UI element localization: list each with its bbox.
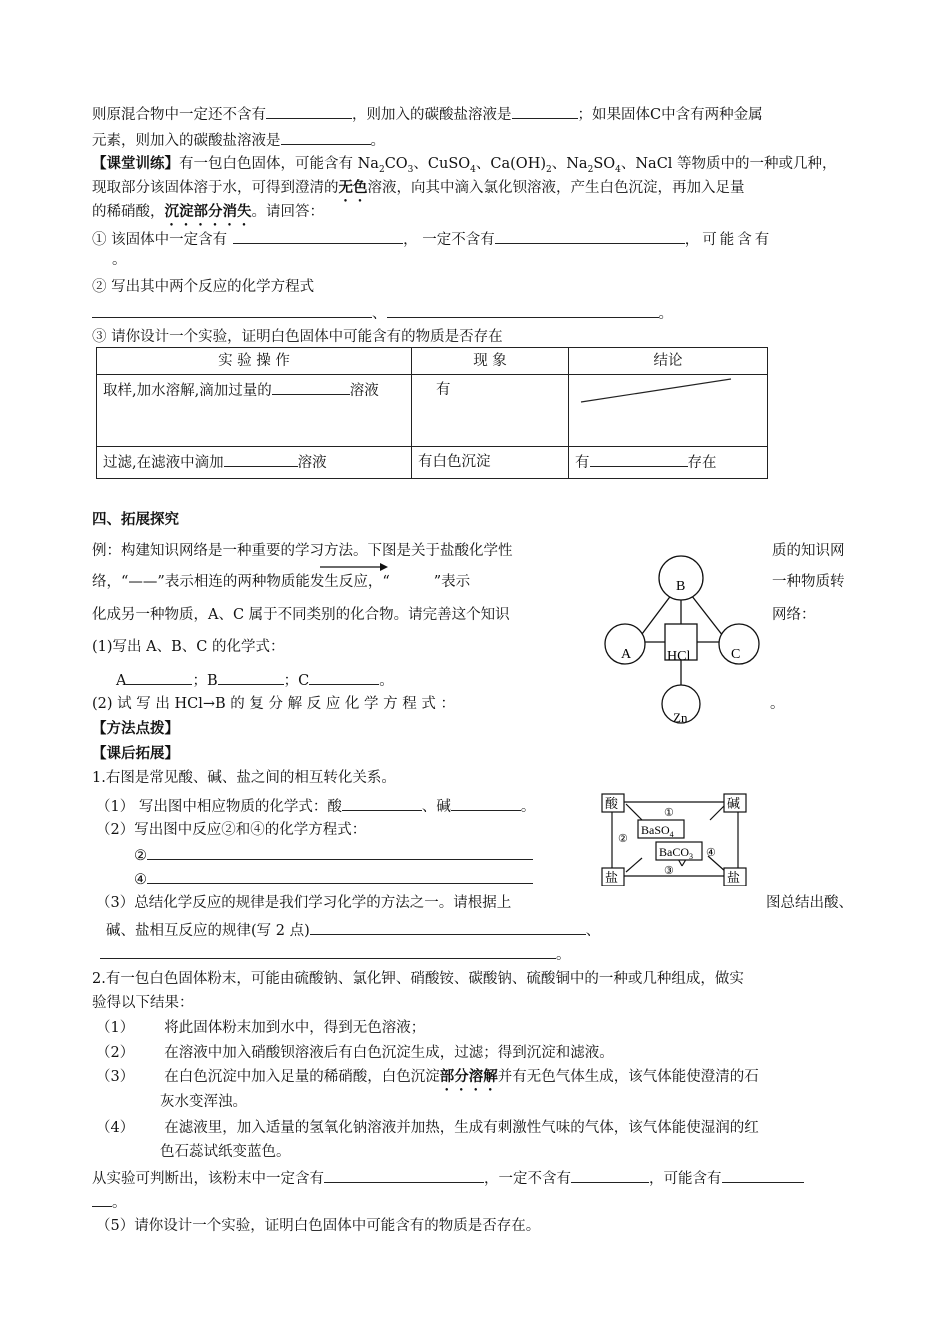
- table-row: [97, 375, 768, 447]
- text: 将此固体粉末加到水中，得到无色溶液；: [164, 1020, 426, 1036]
- section-4-line-2-right: 一种物质转: [772, 574, 845, 590]
- intro-text: 元素，则加入的碳酸盐溶液是: [92, 133, 281, 149]
- answer-blank[interactable]: [310, 919, 586, 935]
- after-p1-q1: [96, 795, 535, 817]
- step-number: （3）: [96, 1069, 135, 1085]
- question-5: （5）请你设计一个实验，证明白色固体中可能含有的物质是否存在。: [96, 1218, 541, 1234]
- answer-blank[interactable]: [266, 103, 352, 119]
- text: 、NaCl 等物质中的一种或几种，: [620, 156, 837, 172]
- svg-text:BaCO3: [659, 845, 693, 861]
- answer-blank[interactable]: [495, 228, 685, 244]
- step-number: （2）: [96, 1045, 135, 1061]
- table-cell: [97, 375, 412, 447]
- text: ① 该固体中一定含有: [92, 232, 228, 248]
- cell-text: 有: [575, 455, 590, 471]
- intro-line-2: [92, 129, 385, 151]
- text: 。: [112, 252, 127, 268]
- answer-blank[interactable]: [571, 1167, 649, 1183]
- text: ，可能含有: [684, 232, 773, 248]
- answer-blank[interactable]: [512, 103, 578, 119]
- header-cell: 实 验 操 作: [97, 348, 412, 375]
- after-p1-q2: （2）写出图中反应②和④的化学方程式：: [96, 822, 367, 838]
- after-p1: 1.右图是常见酸、碱、盐之间的相互转化关系。: [92, 770, 396, 786]
- classroom-line-2: [92, 178, 745, 205]
- classroom-line-1: [92, 154, 837, 180]
- cell-text: 有: [436, 382, 451, 398]
- conclusion-end: [92, 1191, 127, 1213]
- intro-text: ；如果固体C中含有两种金属: [577, 107, 763, 123]
- after-p1-q2-line-a: [134, 844, 533, 866]
- emphasis-text: 无色: [338, 179, 368, 196]
- text: 有一包白色固体，可能含有 Na: [179, 156, 379, 172]
- answer-blank[interactable]: [309, 669, 379, 685]
- classroom-line-3: [92, 202, 324, 229]
- acid-label: 酸: [605, 797, 619, 812]
- after-p1-q3: （3）总结化学反应的规律是我们学习化学的方法之一。请根据上: [96, 895, 512, 911]
- question-2-blanks: [92, 302, 673, 324]
- section-4-line-3: 化成另一种物质，A、C 属于不同类别的化合物。请完善这个知识: [92, 607, 510, 623]
- answer-blank[interactable]: [218, 669, 284, 685]
- text: ”表示: [433, 574, 471, 590]
- cell-text: 存在: [687, 455, 717, 471]
- question-3: [92, 327, 503, 347]
- answer-blank[interactable]: [92, 302, 372, 318]
- subscript: 2: [546, 164, 552, 175]
- emphasis-text: 部分溶解: [439, 1068, 498, 1085]
- section-4-q1-blanks: [116, 669, 394, 691]
- section-tag: 【课堂训练】: [92, 155, 179, 172]
- text: ③ 请你设计一个实验，证明白色固体中可能含有的物质是否存在: [92, 329, 503, 345]
- after-p1-q3-line-2: [106, 919, 600, 941]
- text: 并有无色气体生成，该气体能使澄清的石: [497, 1069, 759, 1085]
- cell-text: 取样,加水溶解,滴加过量的: [103, 383, 272, 399]
- subscript: 2: [378, 164, 385, 175]
- after-title: 【课后拓展】: [92, 745, 179, 762]
- reaction-number: ②: [618, 832, 628, 845]
- cell-text: 过滤,在滤液中滴加: [103, 455, 224, 471]
- step-4-cont: 色石蕊试纸变蓝色。: [160, 1144, 291, 1160]
- text: ④: [134, 872, 147, 888]
- salt-label: 盐: [727, 871, 741, 886]
- text: 在白色沉淀中加入足量的稀硝酸，白色沉淀: [164, 1069, 440, 1085]
- cell-text: 溶液: [349, 383, 379, 399]
- subscript: 4: [615, 164, 621, 175]
- after-p1-q2-line-b: [134, 868, 533, 890]
- after-p1-q3-right: 图总结出酸、: [766, 895, 853, 911]
- answer-blank[interactable]: [92, 1191, 112, 1207]
- answer-blank[interactable]: [147, 868, 533, 884]
- intro-text: 。: [370, 133, 385, 149]
- text: 在溶液中加入硝酸钡溶液后有白色沉淀生成，过滤；得到沉淀和滤液。: [164, 1045, 614, 1061]
- text: ；C: [283, 673, 310, 689]
- slash-line: [575, 375, 745, 415]
- text: 、Ca(OH): [475, 156, 546, 172]
- text: 。: [658, 306, 673, 322]
- text: 碱、盐相互反应的规律(写 2 点): [106, 923, 310, 939]
- text: 、CuSO: [413, 156, 471, 172]
- subscript: 4: [669, 830, 674, 839]
- table-cell: [412, 375, 569, 447]
- reaction-number: ③: [664, 864, 674, 877]
- question-1-end: [112, 250, 127, 270]
- text: A: [116, 673, 127, 689]
- base-label: 碱: [727, 797, 741, 812]
- subscript: 2: [587, 164, 594, 175]
- table-row: [97, 447, 768, 479]
- section-4-line-1-right: 质的知识网: [772, 543, 845, 559]
- section-4-line-1: [92, 541, 513, 561]
- step-4: [96, 1118, 759, 1138]
- answer-blank[interactable]: [722, 1167, 804, 1183]
- cell-text: 有白色沉淀: [418, 454, 491, 470]
- text: 、Na: [551, 156, 588, 172]
- text: SO: [593, 156, 616, 172]
- emphasis-text: 沉淀部分消失: [164, 203, 252, 220]
- text: ②: [134, 848, 147, 864]
- answer-blank[interactable]: [281, 129, 371, 145]
- header-cell: 结论: [569, 348, 768, 375]
- answer-blank[interactable]: [324, 1167, 484, 1183]
- text: （1） 写出图中相应物质的化学式：酸: [96, 799, 342, 815]
- step-3: [96, 1067, 759, 1094]
- section-4-q2-end: 。: [770, 696, 785, 712]
- answer-blank[interactable]: [590, 451, 688, 467]
- question-1: [92, 228, 772, 250]
- header-cell: 现 象: [412, 348, 569, 375]
- subscript: 3: [689, 852, 693, 861]
- intro-line-1: [92, 103, 763, 125]
- reaction-number: ①: [664, 806, 674, 819]
- answer-blank[interactable]: [387, 302, 659, 318]
- answer-blank[interactable]: [233, 228, 403, 244]
- text: 。: [379, 673, 394, 689]
- answer-blank[interactable]: [342, 795, 422, 811]
- after-p1-q3-line-3: [100, 943, 571, 965]
- question-2: [92, 277, 314, 297]
- experiment-table: [96, 347, 768, 479]
- table-cell: [97, 447, 412, 479]
- acid-base-salt-diagram: [598, 790, 758, 886]
- subscript: 3: [407, 164, 414, 175]
- step-number: （1）: [96, 1020, 135, 1036]
- answer-blank[interactable]: [126, 669, 192, 685]
- table-cell: [569, 447, 768, 479]
- text: 溶液，向其中滴入氯化钡溶液，产生白色沉淀，再加入足量: [367, 180, 745, 196]
- transform-arrow-icon: [318, 560, 388, 574]
- text: 、碱: [421, 799, 451, 815]
- cell-text: 溶液: [297, 455, 327, 471]
- node-label: HCl: [667, 649, 691, 664]
- section-4-q1: (1)写出 A、B、C 的化学式：: [92, 639, 285, 655]
- text: 、: [585, 923, 601, 939]
- section-4-q2: (2) 试 写 出 HCl→B 的 复 分 解 反 应 化 学 方 程 式 ：: [92, 696, 455, 712]
- answer-blank[interactable]: [224, 451, 298, 467]
- baso4-label: BaSO: [641, 823, 670, 837]
- text: ② 写出其中两个反应的化学方程式: [92, 279, 315, 295]
- section-4-line-3-right: 网络：: [772, 607, 816, 623]
- text: ，可能含有: [649, 1171, 722, 1187]
- text: 的稀硝酸，: [92, 204, 165, 220]
- step-3-cont: 灰水变浑浊。: [160, 1094, 247, 1110]
- text: 。: [520, 799, 536, 815]
- salt-label: 盐: [605, 871, 619, 886]
- answer-blank[interactable]: [147, 844, 533, 860]
- conclusion-line: [92, 1167, 804, 1189]
- text: 。: [556, 947, 571, 963]
- after-p2-line-1: 2.有一包白色固体粉末，可能由硫酸钠、氯化钾、硝酸铵、碳酸钠、硫酸铜中的一种或几种组成，做实: [92, 971, 744, 987]
- method-tag: 【方法点拨】: [92, 720, 179, 737]
- answer-blank[interactable]: [451, 795, 521, 811]
- section-4-title: 四、拓展探究: [92, 511, 179, 528]
- baco3-label: BaCO: [659, 845, 689, 859]
- reaction-number: ④: [706, 846, 716, 859]
- table-cell: [412, 447, 569, 479]
- text: ， 一定不含有: [403, 232, 495, 248]
- svg-text:BaSO4: [641, 823, 674, 839]
- text: 。请回答：: [251, 204, 324, 220]
- text: 例：构建知识网络是一种重要的学习方法。下图是关于盐酸化学性: [92, 543, 513, 559]
- text: ，一定不含有: [484, 1171, 571, 1187]
- step-2: [96, 1043, 614, 1063]
- text: 从实验可判断出，该粉末中一定含有: [92, 1171, 324, 1187]
- step-1: [96, 1018, 425, 1038]
- after-p2-line-2: 验得以下结果：: [92, 995, 194, 1011]
- text: 在滤液里，加入适量的氢氧化钠溶液并加热，生成有刺激性气味的气体，该气体能使湿润的红: [164, 1120, 759, 1136]
- node-label: Zn: [673, 710, 688, 725]
- answer-blank[interactable]: [272, 379, 350, 395]
- text: 现取部分该固体溶于水，可得到澄清的: [92, 180, 339, 196]
- intro-text: ，则加入的碳酸盐溶液是: [352, 107, 512, 123]
- subscript: 4: [470, 164, 476, 175]
- table-header-row: [97, 348, 768, 375]
- section-4-line-2: [92, 572, 470, 592]
- text: 。: [112, 1195, 127, 1211]
- answer-blank[interactable]: [100, 943, 556, 959]
- step-number: （4）: [96, 1120, 135, 1136]
- table-cell: [569, 375, 768, 447]
- text: 、: [372, 306, 387, 322]
- text: 络，“——”表示相连的两种物质能发生反应，“: [92, 574, 390, 590]
- node-label: A: [621, 647, 632, 662]
- text: CO: [384, 156, 408, 172]
- node-label: C: [731, 647, 741, 662]
- intro-text: 则原混合物中一定还不含有: [92, 107, 266, 123]
- hcl-network-diagram: [603, 552, 773, 732]
- node-label: B: [676, 579, 686, 594]
- text: ；B: [192, 673, 218, 689]
